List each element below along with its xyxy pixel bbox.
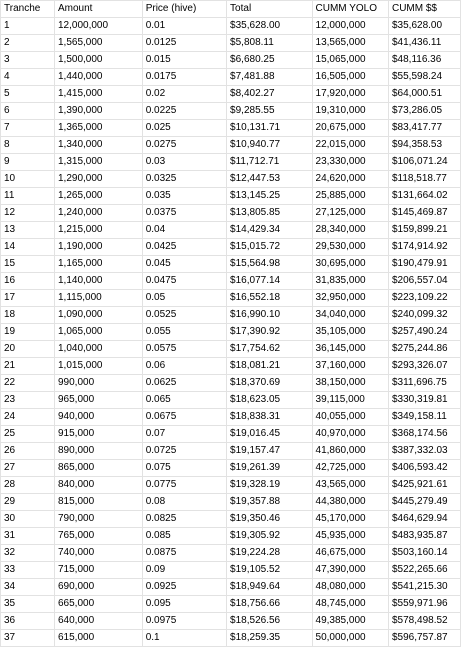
cell-amount[interactable]: 990,000	[54, 375, 142, 392]
cell-tranche[interactable]: 13	[1, 222, 55, 239]
cell-cumm-dollars[interactable]: $483,935.87	[388, 528, 460, 545]
cell-amount[interactable]: 1,340,000	[54, 137, 142, 154]
cell-price[interactable]: 0.04	[142, 222, 226, 239]
table-row	[1, 630, 461, 647]
cell-cumm-yolo[interactable]: 34,040,000	[312, 307, 388, 324]
cell-total[interactable]: $19,305.92	[227, 528, 312, 545]
table-row	[1, 307, 461, 324]
cell-tranche[interactable]: 4	[1, 69, 55, 86]
cell-cumm-dollars[interactable]: $73,286.05	[388, 103, 460, 120]
table-row	[1, 18, 461, 35]
cell-cumm-dollars[interactable]: $64,000.51	[388, 86, 460, 103]
cell-cumm-dollars[interactable]: $240,099.32	[388, 307, 460, 324]
cell-price[interactable]: 0.07	[142, 426, 226, 443]
cell-cumm-yolo[interactable]: 50,000,000	[312, 630, 388, 647]
cell-amount[interactable]: 690,000	[54, 579, 142, 596]
cell-cumm-yolo[interactable]: 45,170,000	[312, 511, 388, 528]
cell-price[interactable]: 0.09	[142, 562, 226, 579]
table-body	[1, 1, 461, 647]
cell-cumm-yolo[interactable]: 48,080,000	[312, 579, 388, 596]
cell-total[interactable]: $18,370.69	[227, 375, 312, 392]
cell-amount[interactable]: 790,000	[54, 511, 142, 528]
cell-price[interactable]: 0.01	[142, 18, 226, 35]
cell-tranche[interactable]: 9	[1, 154, 55, 171]
cell-tranche[interactable]: 18	[1, 307, 55, 324]
cell-amount[interactable]: 1,390,000	[54, 103, 142, 120]
cell-price[interactable]: 0.095	[142, 596, 226, 613]
cell-amount[interactable]: 1,265,000	[54, 188, 142, 205]
cell-cumm-dollars[interactable]: $330,319.81	[388, 392, 460, 409]
cell-cumm-dollars[interactable]: $145,469.87	[388, 205, 460, 222]
cell-tranche[interactable]: 24	[1, 409, 55, 426]
cell-total[interactable]: $15,564.98	[227, 256, 312, 273]
table-row	[1, 613, 461, 630]
cell-total[interactable]: $12,447.53	[227, 171, 312, 188]
cell-amount[interactable]: 765,000	[54, 528, 142, 545]
cell-cumm-yolo[interactable]: 16,505,000	[312, 69, 388, 86]
table-row	[1, 205, 461, 222]
table-row	[1, 103, 461, 120]
cell-cumm-yolo[interactable]: 27,125,000	[312, 205, 388, 222]
cell-price[interactable]: 0.02	[142, 86, 226, 103]
cell-total[interactable]: $9,285.55	[227, 103, 312, 120]
header-cell-amount[interactable]: Amount	[54, 1, 142, 18]
table-row	[1, 171, 461, 188]
cell-cumm-dollars[interactable]: $131,664.02	[388, 188, 460, 205]
cell-cumm-yolo[interactable]: 43,565,000	[312, 477, 388, 494]
cell-price[interactable]: 0.0775	[142, 477, 226, 494]
cell-amount[interactable]: 1,215,000	[54, 222, 142, 239]
table-row	[1, 562, 461, 579]
cell-total[interactable]: $16,077.14	[227, 273, 312, 290]
cell-cumm-dollars[interactable]: $206,557.04	[388, 273, 460, 290]
cell-tranche[interactable]: 10	[1, 171, 55, 188]
cell-cumm-yolo[interactable]: 32,950,000	[312, 290, 388, 307]
cell-cumm-yolo[interactable]: 38,150,000	[312, 375, 388, 392]
cell-amount[interactable]: 940,000	[54, 409, 142, 426]
cell-price[interactable]: 0.0375	[142, 205, 226, 222]
cell-cumm-yolo[interactable]: 37,160,000	[312, 358, 388, 375]
cell-cumm-yolo[interactable]: 29,530,000	[312, 239, 388, 256]
cell-cumm-dollars[interactable]: $368,174.56	[388, 426, 460, 443]
cell-tranche[interactable]: 34	[1, 579, 55, 596]
cell-price[interactable]: 0.0625	[142, 375, 226, 392]
cell-total[interactable]: $16,552.18	[227, 290, 312, 307]
table-row	[1, 443, 461, 460]
cell-tranche[interactable]: 36	[1, 613, 55, 630]
cell-tranche[interactable]: 8	[1, 137, 55, 154]
cell-price[interactable]: 0.0675	[142, 409, 226, 426]
cell-price[interactable]: 0.0825	[142, 511, 226, 528]
header-row	[1, 1, 461, 18]
table-row	[1, 290, 461, 307]
cell-cumm-yolo[interactable]: 45,935,000	[312, 528, 388, 545]
cell-tranche[interactable]: 3	[1, 52, 55, 69]
cell-tranche[interactable]: 25	[1, 426, 55, 443]
cell-amount[interactable]: 865,000	[54, 460, 142, 477]
cell-amount[interactable]: 1,190,000	[54, 239, 142, 256]
table-row	[1, 596, 461, 613]
cell-tranche[interactable]: 6	[1, 103, 55, 120]
cell-cumm-dollars[interactable]: $55,598.24	[388, 69, 460, 86]
cell-total[interactable]: $19,261.39	[227, 460, 312, 477]
cell-cumm-dollars[interactable]: $578,498.52	[388, 613, 460, 630]
table-row	[1, 545, 461, 562]
cell-cumm-dollars[interactable]: $387,332.03	[388, 443, 460, 460]
cell-price[interactable]: 0.0925	[142, 579, 226, 596]
cell-cumm-dollars[interactable]: $190,479.91	[388, 256, 460, 273]
cell-total[interactable]: $19,157.47	[227, 443, 312, 460]
table-row	[1, 477, 461, 494]
cell-amount[interactable]: 1,315,000	[54, 154, 142, 171]
cell-amount[interactable]: 965,000	[54, 392, 142, 409]
cell-total[interactable]: $18,526.56	[227, 613, 312, 630]
cell-price[interactable]: 0.0225	[142, 103, 226, 120]
cell-amount[interactable]: 715,000	[54, 562, 142, 579]
cell-cumm-yolo[interactable]: 40,055,000	[312, 409, 388, 426]
cell-price[interactable]: 0.055	[142, 324, 226, 341]
cell-amount[interactable]: 615,000	[54, 630, 142, 647]
cell-total[interactable]: $19,224.28	[227, 545, 312, 562]
cell-tranche[interactable]: 1	[1, 18, 55, 35]
cell-tranche[interactable]: 2	[1, 35, 55, 52]
cell-total[interactable]: $17,754.62	[227, 341, 312, 358]
cell-price[interactable]: 0.085	[142, 528, 226, 545]
cell-total[interactable]: $19,350.46	[227, 511, 312, 528]
cell-amount[interactable]: 1,015,000	[54, 358, 142, 375]
cell-total[interactable]: $10,131.71	[227, 120, 312, 137]
cell-total[interactable]: $13,145.25	[227, 188, 312, 205]
cell-total[interactable]: $10,940.77	[227, 137, 312, 154]
cell-total[interactable]: $14,429.34	[227, 222, 312, 239]
table-row	[1, 69, 461, 86]
cell-tranche[interactable]: 20	[1, 341, 55, 358]
cell-cumm-dollars[interactable]: $83,417.77	[388, 120, 460, 137]
cell-price[interactable]: 0.0125	[142, 35, 226, 52]
cell-cumm-yolo[interactable]: 22,015,000	[312, 137, 388, 154]
cell-cumm-dollars[interactable]: $311,696.75	[388, 375, 460, 392]
cell-total[interactable]: $18,259.35	[227, 630, 312, 647]
cell-amount[interactable]: 915,000	[54, 426, 142, 443]
cell-total[interactable]: $18,838.31	[227, 409, 312, 426]
cell-cumm-yolo[interactable]: 44,380,000	[312, 494, 388, 511]
table-row	[1, 86, 461, 103]
cell-price[interactable]: 0.0325	[142, 171, 226, 188]
cell-amount[interactable]: 1,040,000	[54, 341, 142, 358]
cell-cumm-yolo[interactable]: 17,920,000	[312, 86, 388, 103]
table-row	[1, 511, 461, 528]
cell-price[interactable]: 0.03	[142, 154, 226, 171]
cell-tranche[interactable]: 5	[1, 86, 55, 103]
cell-cumm-yolo[interactable]: 49,385,000	[312, 613, 388, 630]
cell-total[interactable]: $11,712.71	[227, 154, 312, 171]
cell-cumm-dollars[interactable]: $106,071.24	[388, 154, 460, 171]
cell-total[interactable]: $8,402.27	[227, 86, 312, 103]
cell-cumm-dollars[interactable]: $464,629.94	[388, 511, 460, 528]
cell-tranche[interactable]: 31	[1, 528, 55, 545]
cell-cumm-yolo[interactable]: 30,695,000	[312, 256, 388, 273]
cell-cumm-yolo[interactable]: 36,145,000	[312, 341, 388, 358]
table-row	[1, 188, 461, 205]
cell-price[interactable]: 0.0975	[142, 613, 226, 630]
cell-cumm-dollars[interactable]: $94,358.53	[388, 137, 460, 154]
cell-tranche[interactable]: 27	[1, 460, 55, 477]
header-cell-cumm-dollars[interactable]: CUMM $$	[388, 1, 460, 18]
cell-cumm-dollars[interactable]: $406,593.42	[388, 460, 460, 477]
cell-tranche[interactable]: 32	[1, 545, 55, 562]
cell-price[interactable]: 0.0575	[142, 341, 226, 358]
cell-tranche[interactable]: 23	[1, 392, 55, 409]
table-row	[1, 222, 461, 239]
cell-cumm-dollars[interactable]: $159,899.21	[388, 222, 460, 239]
cell-cumm-yolo[interactable]: 23,330,000	[312, 154, 388, 171]
table-row	[1, 273, 461, 290]
cell-total[interactable]: $19,016.45	[227, 426, 312, 443]
header-cell-total[interactable]: Total	[227, 1, 312, 18]
cell-tranche[interactable]: 19	[1, 324, 55, 341]
table-row	[1, 358, 461, 375]
cell-amount[interactable]: 840,000	[54, 477, 142, 494]
cell-total[interactable]: $6,680.25	[227, 52, 312, 69]
cell-amount[interactable]: 1,500,000	[54, 52, 142, 69]
cell-cumm-dollars[interactable]: $223,109.22	[388, 290, 460, 307]
cell-cumm-dollars[interactable]: $118,518.77	[388, 171, 460, 188]
cell-tranche[interactable]: 21	[1, 358, 55, 375]
cell-amount[interactable]: 1,365,000	[54, 120, 142, 137]
cell-total[interactable]: $18,623.05	[227, 392, 312, 409]
table-row	[1, 341, 461, 358]
cell-amount[interactable]: 1,565,000	[54, 35, 142, 52]
table-row	[1, 35, 461, 52]
cell-cumm-yolo[interactable]: 31,835,000	[312, 273, 388, 290]
cell-cumm-yolo[interactable]: 46,675,000	[312, 545, 388, 562]
cell-tranche[interactable]: 7	[1, 120, 55, 137]
cell-cumm-dollars[interactable]: $35,628.00	[388, 18, 460, 35]
cell-tranche[interactable]: 14	[1, 239, 55, 256]
cell-amount[interactable]: 815,000	[54, 494, 142, 511]
table-row	[1, 494, 461, 511]
cell-price[interactable]: 0.065	[142, 392, 226, 409]
cell-amount[interactable]: 1,415,000	[54, 86, 142, 103]
cell-amount[interactable]: 1,115,000	[54, 290, 142, 307]
cell-total[interactable]: $18,949.64	[227, 579, 312, 596]
cell-price[interactable]: 0.075	[142, 460, 226, 477]
cell-amount[interactable]: 665,000	[54, 596, 142, 613]
cell-tranche[interactable]: 22	[1, 375, 55, 392]
table-row	[1, 409, 461, 426]
cell-total[interactable]: $17,390.92	[227, 324, 312, 341]
cell-price[interactable]: 0.06	[142, 358, 226, 375]
table-row	[1, 392, 461, 409]
table-row	[1, 579, 461, 596]
cell-cumm-yolo[interactable]: 48,745,000	[312, 596, 388, 613]
cell-amount[interactable]: 1,240,000	[54, 205, 142, 222]
cell-cumm-yolo[interactable]: 13,565,000	[312, 35, 388, 52]
cell-price[interactable]: 0.05	[142, 290, 226, 307]
table-row	[1, 52, 461, 69]
cell-total[interactable]: $15,015.72	[227, 239, 312, 256]
cell-amount[interactable]: 1,090,000	[54, 307, 142, 324]
cell-cumm-yolo[interactable]: 35,105,000	[312, 324, 388, 341]
cell-cumm-dollars[interactable]: $41,436.11	[388, 35, 460, 52]
cell-tranche[interactable]: 35	[1, 596, 55, 613]
cell-price[interactable]: 0.0475	[142, 273, 226, 290]
cell-cumm-dollars[interactable]: $48,116.36	[388, 52, 460, 69]
cell-amount[interactable]: 740,000	[54, 545, 142, 562]
cell-tranche[interactable]: 29	[1, 494, 55, 511]
cell-total[interactable]: $19,357.88	[227, 494, 312, 511]
table-row	[1, 137, 461, 154]
cell-cumm-yolo[interactable]: 28,340,000	[312, 222, 388, 239]
cell-price[interactable]: 0.08	[142, 494, 226, 511]
table-row	[1, 239, 461, 256]
cell-amount[interactable]: 1,140,000	[54, 273, 142, 290]
cell-price[interactable]: 0.0275	[142, 137, 226, 154]
cell-tranche[interactable]: 12	[1, 205, 55, 222]
cell-amount[interactable]: 1,065,000	[54, 324, 142, 341]
cell-cumm-dollars[interactable]: $541,215.30	[388, 579, 460, 596]
cell-tranche[interactable]: 15	[1, 256, 55, 273]
cell-cumm-dollars[interactable]: $174,914.92	[388, 239, 460, 256]
cell-cumm-dollars[interactable]: $559,971.96	[388, 596, 460, 613]
cell-price[interactable]: 0.0875	[142, 545, 226, 562]
cell-cumm-yolo[interactable]: 41,860,000	[312, 443, 388, 460]
cell-tranche[interactable]: 11	[1, 188, 55, 205]
cell-cumm-dollars[interactable]: $522,265.66	[388, 562, 460, 579]
cell-cumm-dollars[interactable]: $596,757.87	[388, 630, 460, 647]
cell-cumm-dollars[interactable]: $293,326.07	[388, 358, 460, 375]
cell-tranche[interactable]: 30	[1, 511, 55, 528]
cell-price[interactable]: 0.025	[142, 120, 226, 137]
table-row	[1, 375, 461, 392]
cell-amount[interactable]: 890,000	[54, 443, 142, 460]
cell-price[interactable]: 0.0525	[142, 307, 226, 324]
cell-cumm-dollars[interactable]: $503,160.14	[388, 545, 460, 562]
cell-cumm-yolo[interactable]: 19,310,000	[312, 103, 388, 120]
table-row	[1, 154, 461, 171]
cell-price[interactable]: 0.0175	[142, 69, 226, 86]
cell-total[interactable]: $18,081.21	[227, 358, 312, 375]
cell-cumm-dollars[interactable]: $275,244.86	[388, 341, 460, 358]
cell-amount[interactable]: 1,290,000	[54, 171, 142, 188]
cell-tranche[interactable]: 37	[1, 630, 55, 647]
cell-cumm-yolo[interactable]: 39,115,000	[312, 392, 388, 409]
table-row	[1, 324, 461, 341]
header-cell-price[interactable]: Price (hive)	[142, 1, 226, 18]
cell-tranche[interactable]: 33	[1, 562, 55, 579]
cell-price[interactable]: 0.0725	[142, 443, 226, 460]
cell-tranche[interactable]: 26	[1, 443, 55, 460]
cell-cumm-yolo[interactable]: 42,725,000	[312, 460, 388, 477]
cell-amount[interactable]: 1,165,000	[54, 256, 142, 273]
cell-amount[interactable]: 1,440,000	[54, 69, 142, 86]
cell-price[interactable]: 0.0425	[142, 239, 226, 256]
cell-cumm-yolo[interactable]: 25,885,000	[312, 188, 388, 205]
cell-total[interactable]: $19,328.19	[227, 477, 312, 494]
cell-amount[interactable]: 640,000	[54, 613, 142, 630]
cell-total[interactable]: $19,105.52	[227, 562, 312, 579]
cell-amount[interactable]: 12,000,000	[54, 18, 142, 35]
header-cell-tranche[interactable]: Tranche	[1, 1, 55, 18]
cell-tranche[interactable]: 28	[1, 477, 55, 494]
cell-cumm-dollars[interactable]: $349,158.11	[388, 409, 460, 426]
cell-cumm-yolo[interactable]: 15,065,000	[312, 52, 388, 69]
cell-tranche[interactable]: 16	[1, 273, 55, 290]
cell-total[interactable]: $18,756.66	[227, 596, 312, 613]
cell-total[interactable]: $7,481.88	[227, 69, 312, 86]
table-row	[1, 460, 461, 477]
cell-total[interactable]: $13,805.85	[227, 205, 312, 222]
cell-cumm-yolo[interactable]: 12,000,000	[312, 18, 388, 35]
cell-cumm-dollars[interactable]: $445,279.49	[388, 494, 460, 511]
cell-price[interactable]: 0.1	[142, 630, 226, 647]
cell-cumm-yolo[interactable]: 40,970,000	[312, 426, 388, 443]
cell-cumm-dollars[interactable]: $425,921.61	[388, 477, 460, 494]
cell-cumm-yolo[interactable]: 20,675,000	[312, 120, 388, 137]
header-cell-cumm-yolo[interactable]: CUMM YOLO	[312, 1, 388, 18]
cell-tranche[interactable]: 17	[1, 290, 55, 307]
cell-total[interactable]: $16,990.10	[227, 307, 312, 324]
table-row	[1, 256, 461, 273]
table-row	[1, 426, 461, 443]
cell-cumm-dollars[interactable]: $257,490.24	[388, 324, 460, 341]
cell-cumm-yolo[interactable]: 24,620,000	[312, 171, 388, 188]
cell-price[interactable]: 0.045	[142, 256, 226, 273]
cell-total[interactable]: $5,808.11	[227, 35, 312, 52]
cell-total[interactable]: $35,628.00	[227, 18, 312, 35]
cell-cumm-yolo[interactable]: 47,390,000	[312, 562, 388, 579]
cell-price[interactable]: 0.015	[142, 52, 226, 69]
cell-price[interactable]: 0.035	[142, 188, 226, 205]
table-row	[1, 120, 461, 137]
table-row	[1, 528, 461, 545]
